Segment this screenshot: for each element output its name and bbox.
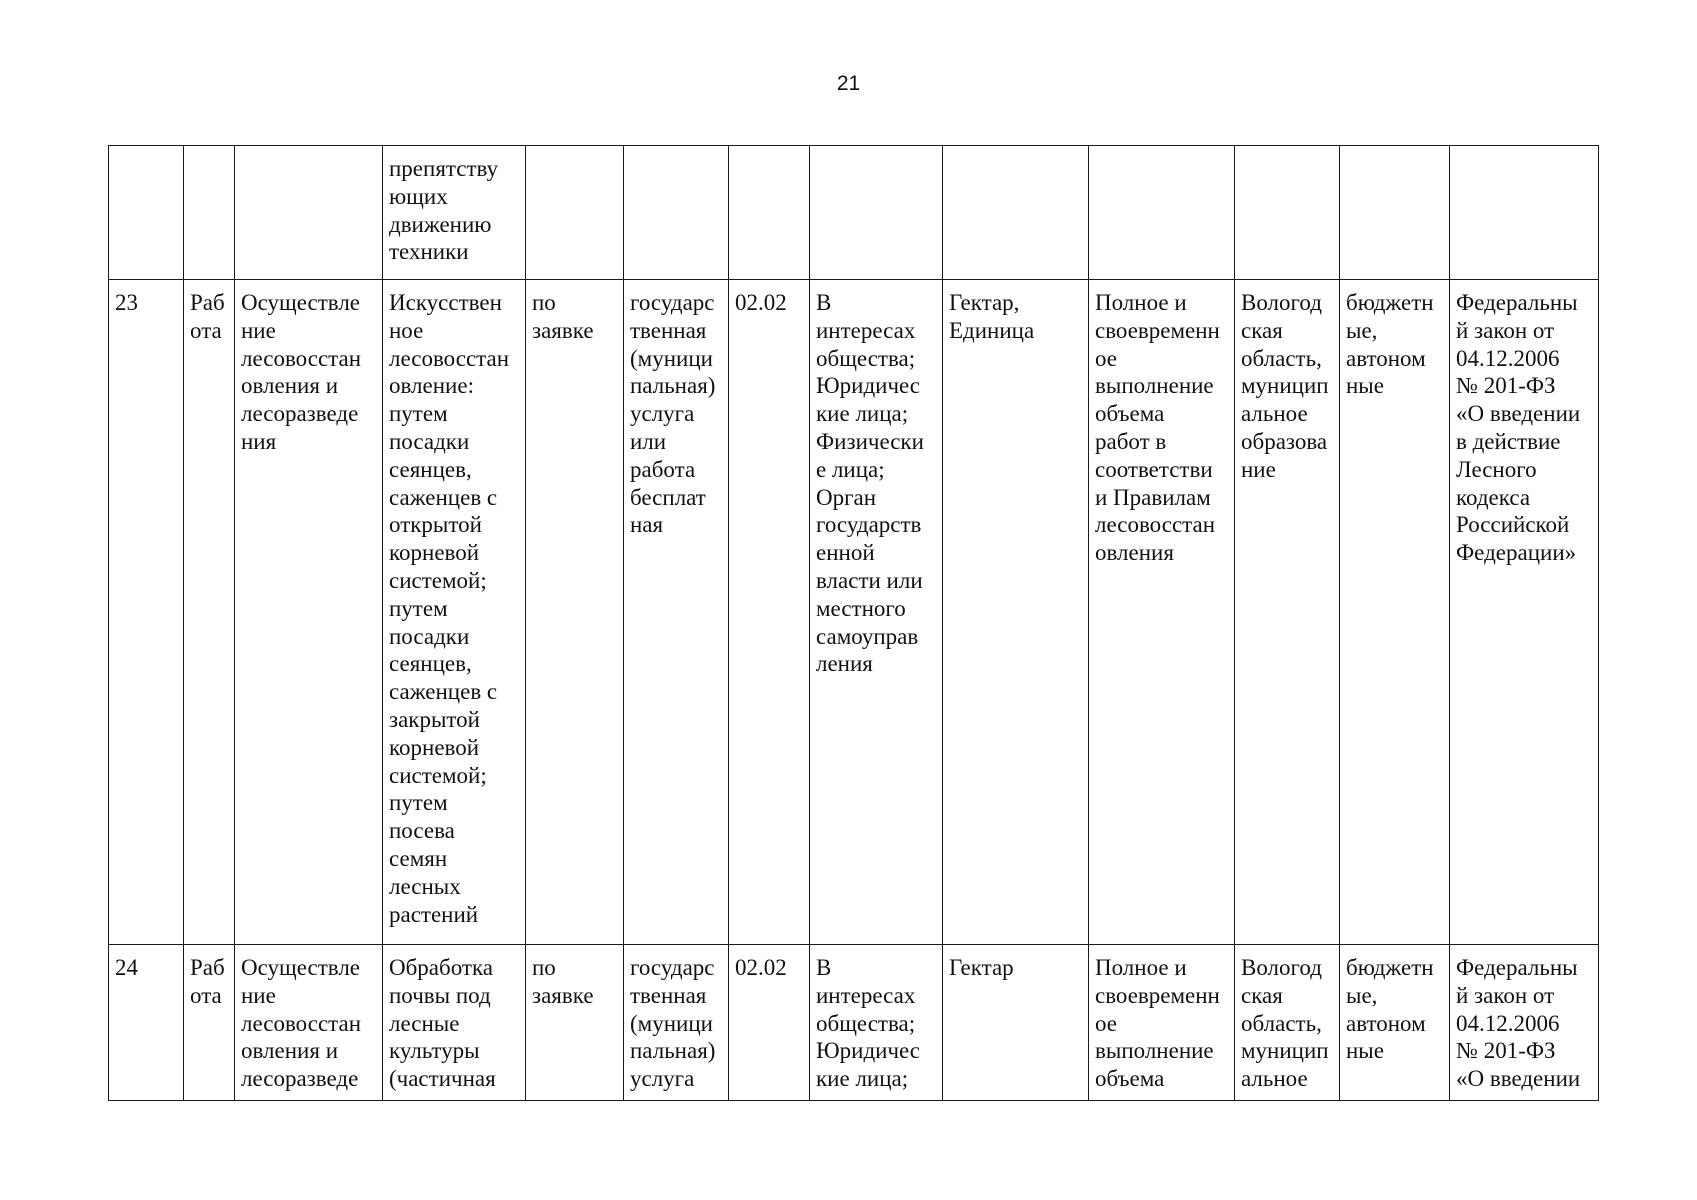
table-row-24	[109, 945, 1599, 1101]
row-number-cell: 23	[109, 280, 184, 945]
table-row-continuation	[109, 146, 1599, 280]
code-cell: 02.02	[729, 280, 810, 945]
provision-cell: по заявке	[526, 280, 624, 945]
table-cell	[624, 146, 729, 280]
activity-cell: Осуществле ние лесовосстан овления и лесоразведе	[235, 945, 383, 1101]
table-cell	[109, 146, 184, 280]
consumers-cell: В интересах общества; Юридичес кие лица;	[810, 945, 943, 1101]
table-cell	[526, 146, 624, 280]
activity-cell: Осуществле ние лесовосстан овления и лесоразведе ния	[235, 280, 383, 945]
provision-cell: по заявке	[526, 945, 624, 1101]
type-cell: Раб ота	[184, 280, 235, 945]
table-cell	[184, 146, 235, 280]
region-cell: Вологод ская область, муницип альное	[1235, 945, 1340, 1101]
indicator-cell: Полное и своевременн ое выполнение объема работ в соответстви и Правилам лесовосстан овления	[1089, 280, 1235, 945]
unit-cell: Гектар	[943, 945, 1089, 1101]
content-cell: Обработка почвы под лесные культуры (частичная	[383, 945, 526, 1101]
table-cell	[1089, 146, 1235, 280]
services-table	[108, 145, 1599, 1101]
indicator-cell: Полное и своевременн ое выполнение объема	[1089, 945, 1235, 1101]
content-cell: Искусствен ное лесовосстан овление: путем посадки сеянцев, саженцев с открытой корневой системой; путем посадки сеянцев, саженцев с закрытой корневой системой; путем посева семян лесных растений	[383, 280, 526, 945]
table-cell	[1340, 146, 1450, 280]
table-cell: препятству ющих движению техники	[383, 146, 526, 280]
service-type-cell: государс твенная (муници пальная) услуга	[624, 945, 729, 1101]
legal-basis-cell: Федеральны й закон от 04.12.2006 № 201-ФЗ «О введении	[1450, 945, 1599, 1101]
unit-cell: Гектар, Единица	[943, 280, 1089, 945]
legal-basis-cell: Федеральны й закон от 04.12.2006 № 201-ФЗ «О введении в действие Лесного кодекса Российской Федерации»	[1450, 280, 1599, 945]
service-type-cell: государс твенная (муници пальная) услуга или работа бесплат ная	[624, 280, 729, 945]
code-cell: 02.02	[729, 945, 810, 1101]
institution-type-cell: бюджетн ые, автоном ные	[1340, 945, 1450, 1101]
institution-type-cell: бюджетн ые, автоном ные	[1340, 280, 1450, 945]
table-cell	[943, 146, 1089, 280]
table-cell	[729, 146, 810, 280]
region-cell: Вологод ская область, муницип альное образова ние	[1235, 280, 1340, 945]
table-cell	[1235, 146, 1340, 280]
consumers-cell: В интересах общества; Юридичес кие лица; Физически е лица; Орган государств енной власти или местного самоуправ ления	[810, 280, 943, 945]
page-number: 21	[836, 72, 861, 95]
table-row-23	[109, 280, 1599, 945]
type-cell: Раб ота	[184, 945, 235, 1101]
table-cell	[235, 146, 383, 280]
row-number-cell: 24	[109, 945, 184, 1101]
table-cell	[1450, 146, 1599, 280]
table-cell	[810, 146, 943, 280]
